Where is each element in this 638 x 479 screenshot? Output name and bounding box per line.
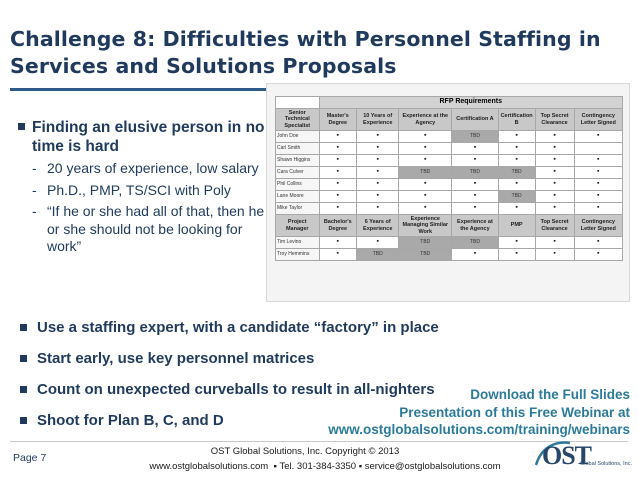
requirement-cell: ▪ [535, 131, 574, 143]
table-header-cell: Top Secret Clearance [535, 109, 574, 131]
requirement-cell: ▪ [574, 167, 622, 179]
rfp-requirements-table-image [266, 83, 630, 302]
candidate-name: Cara Culver [276, 167, 320, 179]
requirement-cell: ▪ [357, 167, 399, 179]
requirement-cell: ▪ [498, 179, 535, 191]
bullet-text: Use a staffing expert, with a candidate “factory” in place [37, 319, 439, 336]
requirement-cell: ▪ [498, 143, 535, 155]
table-header-cell: Senior Technical Specialist [276, 109, 320, 131]
requirement-cell: ▪ [319, 237, 357, 249]
candidate-name: Lane Moore [276, 191, 320, 203]
candidate-name: Shawn Higgins [276, 155, 320, 167]
bullet-text: Shoot for Plan B, C, and D [37, 412, 224, 429]
requirement-cell: ▪ [319, 249, 357, 261]
requirement-cell: ▪ [319, 131, 357, 143]
rfp-requirements-table [275, 96, 623, 261]
requirement-cell: ▪ [452, 179, 498, 191]
requirement-cell: ▪ [452, 191, 498, 203]
tbd-cell: TBD [399, 167, 452, 179]
download-line: Download the Full Slides [470, 387, 630, 402]
bullet-square-icon [20, 417, 27, 424]
table-row [276, 179, 623, 191]
sub-bullet-text: 20 years of experience, low salary [47, 160, 259, 176]
footer-email[interactable]: service@ostglobalsolutions.com [364, 461, 501, 472]
table-title: RFP Requirements [319, 97, 623, 109]
requirement-cell: ▪ [535, 155, 574, 167]
footer-contact: www.ostglobalsolutions.com ▪ Tel. 301-384-3350 ▪ service@ostglobalsolutions.com [149, 461, 501, 472]
logo-text: OST [542, 441, 592, 470]
sub-bullet-list [10, 160, 265, 256]
requirement-cell: ▪ [399, 179, 452, 191]
table-header-cell: Experience Managing Similar Work [399, 215, 452, 237]
candidate-name: Phil Collins [276, 179, 320, 191]
tbd-cell: TBD [399, 249, 452, 261]
requirement-cell: ▪ [357, 203, 399, 215]
table-row [276, 249, 623, 261]
table-header-cell: Contingency Letter Signed [574, 109, 622, 131]
requirement-cell: ▪ [319, 143, 357, 155]
requirement-cell: ▪ [452, 203, 498, 215]
requirement-cell: ▪ [574, 237, 622, 249]
table-header-cell: Certification B [498, 109, 535, 131]
tbd-cell: TBD [452, 131, 498, 143]
bullet-square-icon [20, 324, 27, 331]
requirement-cell: ▪ [574, 191, 622, 203]
requirement-cell: ▪ [319, 191, 357, 203]
footer-website[interactable]: www.ostglobalsolutions.com [149, 461, 269, 472]
bullet-finding-person [10, 118, 265, 156]
logo-tagline: Global Solutions, Inc. [580, 461, 632, 467]
requirement-cell: ▪ [535, 179, 574, 191]
table-corner-cell [276, 97, 320, 109]
download-link[interactable] [300, 386, 630, 439]
table-header-cell: Contingency Letter Signed [574, 215, 622, 237]
requirement-cell: ▪ [574, 249, 622, 261]
requirement-cell: ▪ [452, 155, 498, 167]
bullet-staffing-expert [10, 318, 480, 349]
requirement-cell: ▪ [498, 203, 535, 215]
page-number: Page 7 [13, 452, 47, 464]
requirement-cell: ▪ [574, 155, 622, 167]
footer-tel: Tel. 301-384-3350 [279, 461, 357, 472]
table-header-cell: Experience at the Agency [399, 109, 452, 131]
requirement-cell: ▪ [357, 131, 399, 143]
requirement-cell: ▪ [452, 249, 498, 261]
candidate-name: Carl Smith [276, 143, 320, 155]
download-url[interactable]: www.ostglobalsolutions.com/training/webinars [328, 422, 630, 437]
sub-bullet: - Ph.D., PMP, TS/SCI with Poly [32, 181, 231, 198]
sub-bullet: - “If he or she had all of that, then he or she should not be looking for work” [32, 203, 265, 254]
bullet-text: Count on unexpected curveballs to result in all-nighters [37, 381, 435, 398]
table-header-cell: Experience at the Agency [452, 215, 498, 237]
bullet-start-early [10, 349, 480, 380]
requirement-cell: ▪ [319, 203, 357, 215]
table-row [276, 203, 623, 215]
requirement-cell: ▪ [498, 249, 535, 261]
table-header-cell: 10 Years of Experience [357, 109, 399, 131]
table-row [276, 237, 623, 249]
candidate-name: Tim Levino [276, 237, 320, 249]
sub-bullet-text: Ph.D., PMP, TS/SCI with Poly [47, 181, 231, 198]
requirement-cell: ▪ [357, 237, 399, 249]
tbd-cell: TBD [452, 237, 498, 249]
table-header-cell: Project Manager [276, 215, 320, 237]
requirement-cell: ▪ [399, 203, 452, 215]
requirement-cell: ▪ [574, 179, 622, 191]
requirement-cell: ▪ [535, 143, 574, 155]
requirement-cell: ▪ [357, 143, 399, 155]
requirement-cell: ▪ [319, 179, 357, 191]
requirement-cell: ▪ [399, 143, 452, 155]
left-bullet-block [10, 118, 265, 260]
requirement-cell: ▪ [357, 155, 399, 167]
table-header-cell: Master's Degree [319, 109, 357, 131]
table-header-cell: 6 Years of Experience [357, 215, 399, 237]
ost-logo [522, 439, 632, 475]
requirement-cell: ▪ [574, 131, 622, 143]
table-header-cell: PMP [498, 215, 535, 237]
table-row [276, 131, 623, 143]
candidate-name: Mike Taylor [276, 203, 320, 215]
sub-bullet: - 20 years of experience, low salary [32, 160, 259, 176]
requirement-cell: ▪ [498, 131, 535, 143]
requirement-cell: ▪ [399, 131, 452, 143]
requirement-cell: ▪ [535, 167, 574, 179]
tbd-cell: TBD [357, 249, 399, 261]
candidate-name: John Doe [276, 131, 320, 143]
tbd-cell: TBD [399, 237, 452, 249]
table-row [276, 155, 623, 167]
table-header-cell: Top Secret Clearance [535, 215, 574, 237]
requirement-cell: ▪ [319, 167, 357, 179]
tbd-cell: TBD [498, 191, 535, 203]
requirement-cell: ▪ [452, 143, 498, 155]
requirement-cell: ▪ [399, 155, 452, 167]
tbd-cell: TBD [498, 167, 535, 179]
requirement-cell: ▪ [319, 155, 357, 167]
requirement-cell: ▪ [535, 191, 574, 203]
table-header-cell: Bachelor's Degree [319, 215, 357, 237]
table-header-cell: Certification A [452, 109, 498, 131]
tbd-cell: TBD [452, 167, 498, 179]
bullet-square-icon [20, 355, 27, 362]
requirement-cell: ▪ [498, 155, 535, 167]
download-line: Presentation of this Free Webinar at [399, 404, 630, 420]
requirement-cell: ▪ [357, 179, 399, 191]
requirement-cell: ▪ [535, 249, 574, 261]
table-row [276, 143, 623, 155]
candidate-name: Troy Hemmins [276, 249, 320, 261]
requirement-cell: ▪ [574, 203, 622, 215]
requirement-cell: ▪ [498, 237, 535, 249]
slide-title: Challenge 8: Difficulties with Personnel Staffing in Services and Solutions Proposals [10, 27, 601, 78]
bullet-text: Finding an elusive person in no time is hard [32, 119, 265, 155]
requirement-cell: ▪ [399, 191, 452, 203]
requirement-cell: ▪ [535, 237, 574, 249]
bullet-square-icon [18, 123, 25, 130]
requirement-cell: ▪ [357, 191, 399, 203]
bullet-text: Start early, use key personnel matrices [37, 350, 315, 367]
table-row [276, 167, 623, 179]
requirement-cell: ▪ [535, 203, 574, 215]
bullet-square-icon [20, 386, 27, 393]
sub-bullet-text: “If he or she had all of that, then he or she should not be looking for work” [47, 203, 265, 254]
requirement-cell [574, 143, 622, 155]
footer-copyright: OST Global Solutions, Inc. Copyright © 2013 [210, 446, 400, 457]
table-row [276, 191, 623, 203]
